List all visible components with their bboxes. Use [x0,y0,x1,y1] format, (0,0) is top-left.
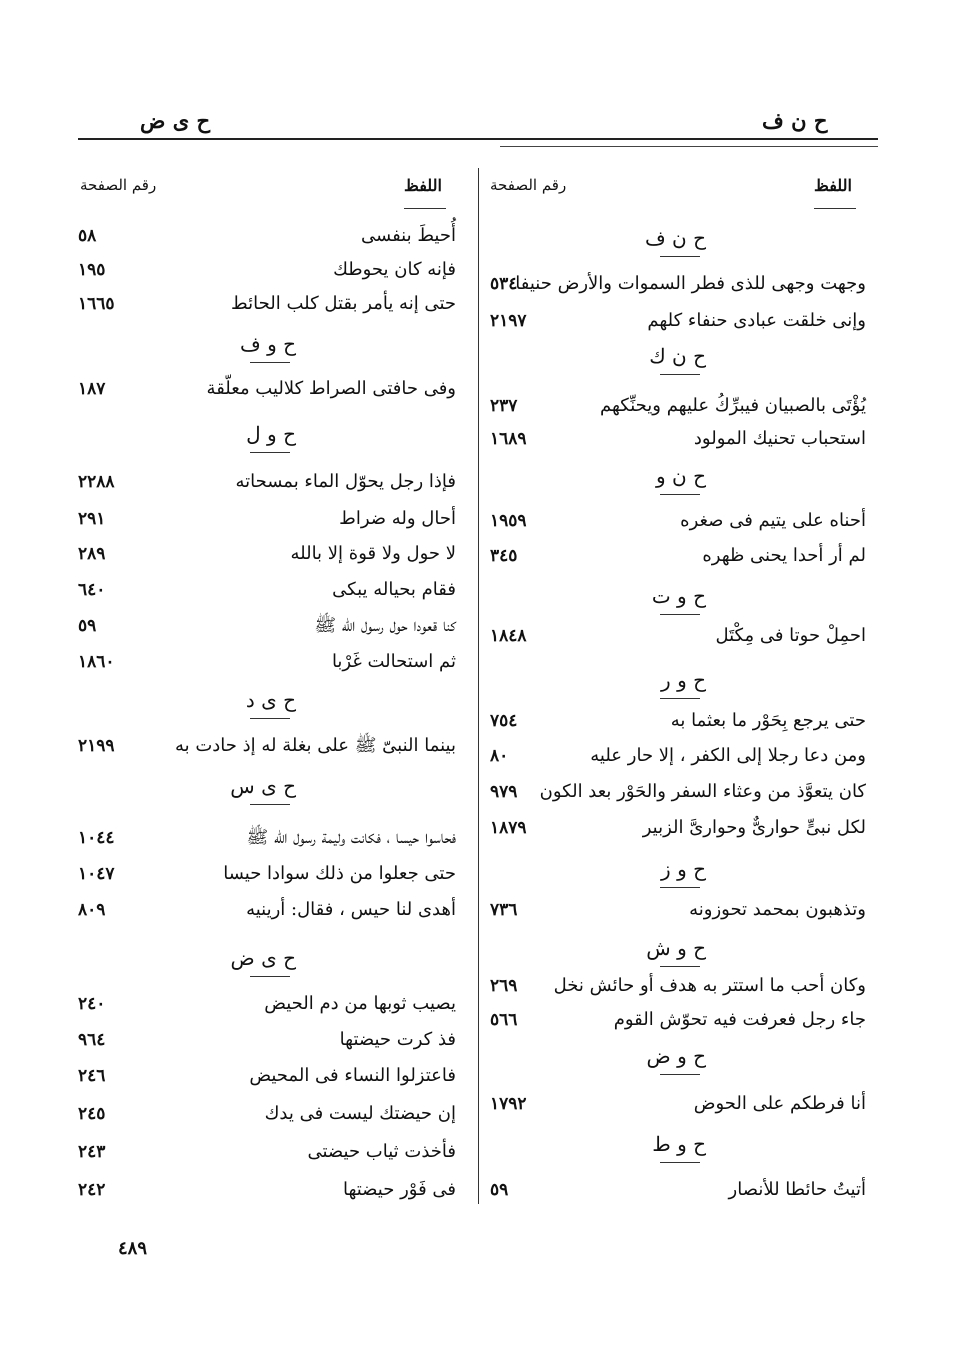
right-root-heading: ح ن ف [644,226,706,250]
header-rule [78,138,878,140]
left-root-underline [250,804,290,805]
right-entry-text: حتى يرجع بِحَوْر ما بعثما به [670,710,866,731]
right-term-heading-underline [814,208,856,209]
right-entry-page: ٨٠ [490,746,509,766]
page-number: ٤٨٩ [118,1238,148,1259]
left-entry-page: ١٨٧ [78,379,106,399]
right-root-underline [660,374,700,375]
left-entry-text: أحال وله ضراط [339,508,456,529]
right-entry-text: وتذهبون بمحمد تحوزونه [689,899,866,920]
left-entry-text: لا حول ولا قوة إلا بالله [290,543,456,564]
right-root-underline [660,966,700,967]
left-entry-text: فقام بحياله يبكى [332,579,456,600]
left-term-heading-underline [404,208,446,209]
right-entry-text: وجهت وجهى للذى فطر السموات والأرض حنيفا [515,273,866,294]
right-entry-text: استحباب تحنيك المولود [693,428,866,449]
right-root-underline [660,256,700,257]
right-root-heading: ح ن ك [649,344,706,368]
right-root-underline [660,614,700,615]
right-root-heading: ح و ت [651,584,706,608]
right-root-underline [660,494,700,495]
left-root-heading: ح و ف [239,332,296,356]
right-root-heading: ح و ر [661,668,706,692]
right-entry-page: ٥٣٤ [490,274,518,294]
right-entry-text: احمِلْ حوتا فى مِكْتَل [715,625,866,646]
left-root-underline [250,976,290,977]
left-entry-page: ٢٤٠ [78,994,106,1014]
right-entry-text: ومن دعا رجلا إلى الكفر ، إلا حار عليه [590,745,866,766]
left-root-heading: ح ى د [245,688,296,712]
left-entry-page: ١٠٤٤ [78,828,115,848]
right-entry-text: جاء رجل فعرفت فيه تحوّش القوم [613,1009,866,1030]
left-entry-text: كنا قعودا حول رسول الله ﷺ [314,615,456,636]
right-root-underline [660,698,700,699]
right-entry-page: ٢٦٩ [490,976,518,996]
right-entry-page: ١٧٩٢ [490,1094,527,1114]
right-entry-page: ٥٦٦ [490,1010,518,1030]
left-entry-page: ٢٨٩ [78,544,106,564]
left-entry-page: ٥٨ [78,226,97,246]
right-entry-page: ٢٣٧ [490,396,518,416]
right-root-underline [660,1074,700,1075]
left-entry-page: ١٦٦٥ [78,294,115,314]
right-entry-page: ٥٩ [490,1180,509,1200]
left-entry-text: فى فَوْر حيضتها [342,1179,456,1200]
left-entry-text: أُحيطَ بنفسى [361,225,456,246]
header-rule-secondary [500,146,878,147]
left-entry-page: ٢٤٥ [78,1104,106,1124]
right-entry-page: ٢١٩٧ [490,311,527,331]
page-header-right: ح ن ف [762,108,828,133]
right-entry-page: ٩٧٩ [490,782,518,802]
page-header-left: ح ى ض [140,108,211,133]
left-entry-text: بينما النبىّ ﷺ على بغلة له إذ حادت به [174,735,456,756]
right-entry-page: ١٨٧٩ [490,818,527,838]
right-entry-text: أتيتُ حائطا للأنصار [728,1179,866,1200]
right-root-heading: ح ن و [656,464,706,488]
right-entry-text: أحناه على يتيم فى صغره [680,510,866,531]
left-entry-page: ٢٤٢ [78,1180,106,1200]
right-entry-text: كان يتعوَّذ من وعثاء السفر والحَوْر بعد الكون [539,781,866,802]
left-entry-page: ٢٢٨٨ [78,472,115,492]
right-root-underline [660,1162,700,1163]
left-root-underline [250,452,290,453]
left-term-heading: اللفظ [404,176,442,195]
left-entry-text: حتى جعلوا من ذلك سوادا حيسا [223,863,456,884]
left-entry-text: يصيب ثوبها من دم الحيض [264,993,456,1014]
left-entry-page: ٢٤٣ [78,1142,106,1162]
left-entry-page: ١٠٤٧ [78,864,115,884]
left-entry-text: فذ كرت حيضتها [339,1029,456,1050]
left-entry-page: ١٩٥ [78,260,106,280]
left-entry-text: فاعتزلوا النساء فى المحيض [249,1065,456,1086]
right-root-heading: ح و ض [646,1044,706,1068]
left-root-heading: ح ى ض [230,946,296,970]
right-entry-page: ١٩٥٩ [490,511,527,531]
left-page-heading: رقم الصفحة [80,176,157,194]
left-entry-text: إن حيضتك ليست فى يدك [264,1103,456,1124]
left-root-heading: ح و ل [246,422,296,446]
right-entry-text: يُؤْتَى بالصبيان فيبرِّكُ عليهم ويحنِّكهم [600,395,866,416]
left-entry-text: فإنه كان يحوطك [333,259,456,280]
right-term-heading: اللفظ [814,176,852,195]
right-root-heading: ح و ز [661,857,706,881]
right-entry-text: لكل نبىٍّ حوارىٌّ وحوارىَّ الزبير [642,817,866,838]
left-entry-text: وفى حافتى الصراط كلاليب معلّقة [206,378,456,399]
left-entry-text: حتى إنه يأمر بقتل كلب الحائط [231,293,456,314]
left-entry-page: ٢١٩٩ [78,736,115,756]
left-entry-text: أهدى لنا حيس ، فقال: أرينيه [246,899,456,920]
left-entry-text: فإذا رجل يحوّل الماء بمسحاته [235,471,456,492]
right-entry-page: ١٨٤٨ [490,626,527,646]
column-divider [478,168,479,1204]
right-entry-text: وكان أحب ما استتر به هدف أو حائش نخل [553,975,866,996]
left-root-underline [250,718,290,719]
left-entry-page: ٢٩١ [78,509,106,529]
left-entry-text: فأخذت ثياب حيضتى [307,1141,456,1162]
left-entry-text: فحاسوا حيسا ، فكانت وليمة رسول الله ﷺ [246,827,456,848]
left-entry-page: ٩٦٤ [78,1030,106,1050]
right-entry-page: ١٦٨٩ [490,429,527,449]
right-entry-page: ٧٣٦ [490,900,518,920]
left-entry-page: ٨٠٩ [78,900,106,920]
left-entry-page: ١٨٦٠ [78,652,115,672]
right-entry-text: لم أر أحدا يحنى ظهره [702,545,866,566]
right-entry-page: ٣٤٥ [490,546,518,566]
left-root-underline [250,362,290,363]
right-root-underline [660,887,700,888]
right-page-heading: رقم الصفحة [490,176,567,194]
left-entry-page: ٢٤٦ [78,1066,106,1086]
left-entry-text: ثم استحالت غَرْبا [331,651,456,672]
right-entry-text: وإنى خلقت عبادى حنفاء كلهم [647,310,866,331]
left-entry-page: ٦٤٠ [78,580,106,600]
left-root-heading: ح ى س [230,774,296,798]
right-root-heading: ح و ط [652,1132,706,1156]
right-entry-text: أنا فرطكم على الحوض [693,1093,866,1114]
right-entry-page: ٧٥٤ [490,711,518,731]
left-entry-page: ٥٩ [78,616,97,636]
right-root-heading: ح و ش [646,936,706,960]
